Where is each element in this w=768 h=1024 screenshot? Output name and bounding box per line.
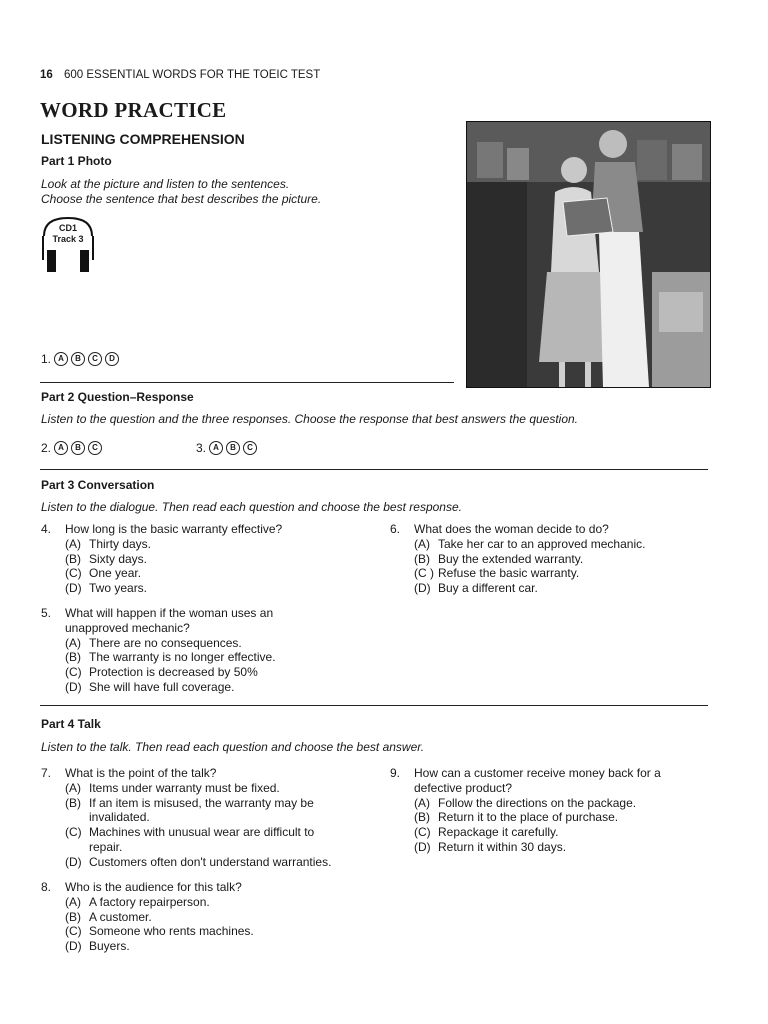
- q5-stem-1: What will happen if the woman uses an: [65, 606, 274, 620]
- q7-stem: What is the point of the talk?: [65, 766, 217, 780]
- market-photo: [466, 121, 711, 388]
- q6-option-d[interactable]: (D) Buy a different car.: [414, 581, 538, 596]
- q6-number: 6.: [390, 522, 401, 536]
- q7-option-a[interactable]: (A) Items under warranty must be fixed.: [65, 780, 280, 795]
- q8-option-c[interactable]: (C) Someone who rents machines.: [65, 924, 254, 939]
- q4-option-b[interactable]: (B) Sixty days.: [65, 551, 148, 566]
- part3-heading: Part 3 Conversation: [41, 478, 155, 492]
- q9-stem-2: defective product?: [414, 780, 513, 795]
- q2-answer-row: [41, 441, 102, 455]
- q3-number: 3.: [196, 441, 207, 455]
- book-title: 600 ESSENTIAL WORDS FOR THE TOEIC TEST: [64, 69, 321, 81]
- question-4: [41, 522, 371, 596]
- q7-option-b[interactable]: (B) If an item is misused, the warranty may be: [65, 795, 314, 810]
- question-7: [41, 766, 371, 870]
- q7-option-c-cont: repair.: [89, 839, 123, 854]
- track-label: Track 3: [52, 234, 84, 244]
- q7-number: 7.: [41, 766, 52, 780]
- q1-option-d[interactable]: D: [105, 352, 119, 366]
- q9-option-c[interactable]: (C) Repackage it carefully.: [414, 825, 559, 840]
- q3-option-c[interactable]: C: [243, 441, 257, 455]
- q8-option-b[interactable]: (B) A customer.: [65, 909, 152, 924]
- question-9: [390, 766, 710, 855]
- q9-option-a[interactable]: (A) Follow the directions on the package.: [414, 795, 637, 810]
- q1-option-a[interactable]: A: [54, 352, 68, 366]
- q4-option-a[interactable]: (A) Thirty days.: [65, 536, 152, 551]
- q5-option-d[interactable]: (D) She will have full coverage.: [65, 679, 235, 694]
- q4-stem: How long is the basic warranty effective?: [65, 522, 283, 536]
- q6-stem: What does the woman decide to do?: [414, 522, 609, 536]
- part3-instruction: Listen to the dialogue. Then read each question and choose the best response.: [41, 500, 462, 514]
- q9-stem-1: How can a customer receive money back for a: [414, 766, 661, 780]
- q5-option-b[interactable]: (B) The warranty is no longer effective.: [65, 650, 276, 665]
- question-5: [41, 606, 371, 695]
- q1-answer-row: [41, 352, 119, 366]
- q3-option-a[interactable]: A: [209, 441, 223, 455]
- part4-instruction: Listen to the talk. Then read each question and choose the best answer.: [41, 740, 425, 754]
- q9-option-b[interactable]: (B) Return it to the place of purchase.: [414, 810, 619, 825]
- q6-option-c[interactable]: (C ) Refuse the basic warranty.: [414, 566, 580, 581]
- cd-headphones-icon: [40, 216, 96, 276]
- divider: [40, 382, 454, 383]
- page-number: 16: [40, 69, 53, 81]
- q2-option-a[interactable]: A: [54, 441, 68, 455]
- q1-number: 1.: [41, 352, 52, 366]
- q7-option-d[interactable]: (D) Customers often don't understand warranties.: [65, 854, 332, 869]
- q8-stem: Who is the audience for this talk?: [65, 880, 242, 894]
- page-title: WORD PRACTICE: [40, 98, 227, 122]
- q7-option-b-cont: invalidated.: [89, 810, 150, 825]
- part1-instruction-2: Choose the sentence that best describes the picture.: [41, 192, 322, 206]
- q5-number: 5.: [41, 606, 52, 620]
- q6-option-a[interactable]: (A) Take her car to an approved mechanic.: [414, 536, 646, 551]
- q1-option-b[interactable]: B: [71, 352, 85, 366]
- running-header: [40, 69, 320, 81]
- q4-option-c[interactable]: (C) One year.: [65, 566, 142, 581]
- q8-option-a[interactable]: (A) A factory repairperson.: [65, 894, 210, 909]
- q6-option-b[interactable]: (B) Buy the extended warranty.: [414, 551, 584, 566]
- part1-instruction-1: Look at the picture and listen to the sentences.: [41, 177, 290, 191]
- divider: [40, 705, 708, 706]
- section-title: LISTENING COMPREHENSION: [41, 131, 245, 147]
- q2-option-b[interactable]: B: [71, 441, 85, 455]
- q5-option-a[interactable]: (A) There are no consequences.: [65, 635, 242, 650]
- q3-answer-row: [196, 441, 257, 455]
- q3-option-b[interactable]: B: [226, 441, 240, 455]
- q2-number: 2.: [41, 441, 52, 455]
- q5-option-c[interactable]: (C) Protection is decreased by 50%: [65, 665, 258, 680]
- q8-number: 8.: [41, 880, 52, 894]
- part2-instruction: Listen to the question and the three responses. Choose the response that best answers the question.: [41, 412, 579, 426]
- part4-heading: Part 4 Talk: [41, 717, 101, 731]
- part1-heading: Part 1 Photo: [41, 154, 112, 168]
- q9-number: 9.: [390, 766, 401, 780]
- cd-label: CD1: [58, 223, 77, 233]
- q9-option-d[interactable]: (D) Return it within 30 days.: [414, 839, 567, 854]
- q7-option-c[interactable]: (C) Machines with unusual wear are difficult to: [65, 825, 315, 840]
- q1-option-c[interactable]: C: [88, 352, 102, 366]
- q8-option-d[interactable]: (D) Buyers.: [65, 939, 130, 954]
- divider: [40, 469, 708, 470]
- part2-heading: Part 2 Question–Response: [41, 390, 194, 404]
- q5-stem-2: unapproved mechanic?: [65, 620, 190, 635]
- q2-option-c[interactable]: C: [88, 441, 102, 455]
- q4-number: 4.: [41, 522, 52, 536]
- question-8: [41, 880, 371, 954]
- question-6: [390, 522, 710, 596]
- q4-option-d[interactable]: (D) Two years.: [65, 581, 148, 596]
